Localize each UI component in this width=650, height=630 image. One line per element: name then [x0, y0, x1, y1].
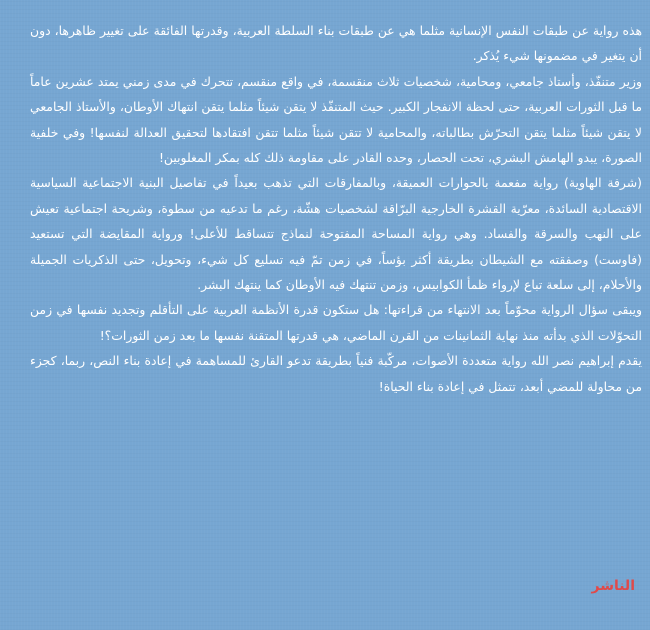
- paragraph-author: يقدم إبراهيم نصر الله رواية متعددة الأصوات، مركّبة فنياً بطريقة تدعو القارئ للمساهمة في إعادة بناء النص، ربما، كجزء من محاولة للمضي أبعد، تتمثل في إعادة بناء الحياة!: [30, 353, 642, 394]
- paragraph-characters: وزير متنفّذ، وأستاذ جامعي، ومحامية، شخصيات ثلاث منقسمة، في واقع منقسم، تتحرك في مدى زمني يمتد عشرين عاماً ما قبل الثورات العربية، حتى لحظة الانفجار الكبير. حيث المتنفّذ لا يتقن شيئاً مثلما يتقن انتهاك الأوطان، والأستاذ الجامعي لا يتقن شيئاً مثلما يتقن التحرّش بطالباته، والمحامية لا تتقن شيئاً مثلما تتقن افتقادها لتحقيق العدالة لنفسها! وفي خلفية الصورة، يبدو الهامش البشري، تحت الحصار، وحده القادر على مقاومة ذلك كله بمكر المغلوبين!: [30, 73, 642, 166]
- paragraph-question: ويبقى سؤال الرواية محوّماً بعد الانتهاء من قراءتها: هل ستكون قدرة الأنظمة العربية على التأقلم وتجديد نفسها في زمن التحوّلات الذي بدأته منذ نهاية الثمانينات من القرن الماضي، هي قدرتها المتقنة نفسها ما بعد زمن الثورات؟!: [30, 302, 642, 343]
- paragraph-intro: هذه رواية عن طبقات النفس الإنسانية مثلما هي عن طبقات بناء السلطة العربية، وقدرتها الفائقة على تغيير ظاهرها، دون أن يتغير في مضمونها شيء يُذكر.: [30, 23, 642, 64]
- publisher-label: الناشر: [591, 578, 635, 594]
- blurb-text: [30, 18, 642, 399]
- paragraph-novel-description: (شرفة الهاوية) رواية مفعمة بالحوارات العميقة، وبالمفارقات التي تذهب بعيداً في تفاصيل البنية الاجتماعية السياسية الاقتصادية السائدة، معرّية القشرة الخارجية البرّاقة لشخصيات هشّة، رغم ما تدعيه من سطوة، وشريحة اجتماعية تعيش على النهب والسرقة والفساد. وهي رواية المساحة المفتوحة لنماذج تتساقط للأعلى! ورواية المقايضة التي تستعيد (فاوست) وصفقته مع الشيطان بطريقة أكثر بؤساً، في زمن تمّ فيه تسليع كل شيء، وتحويل، حتى الذكريات الجميلة والأحلام، إلى سلعة تباع لإرواء ظمأ الكوابيس، وزمن تنتهك فيه الأوطان كما ينتهك البشر.: [30, 175, 642, 293]
